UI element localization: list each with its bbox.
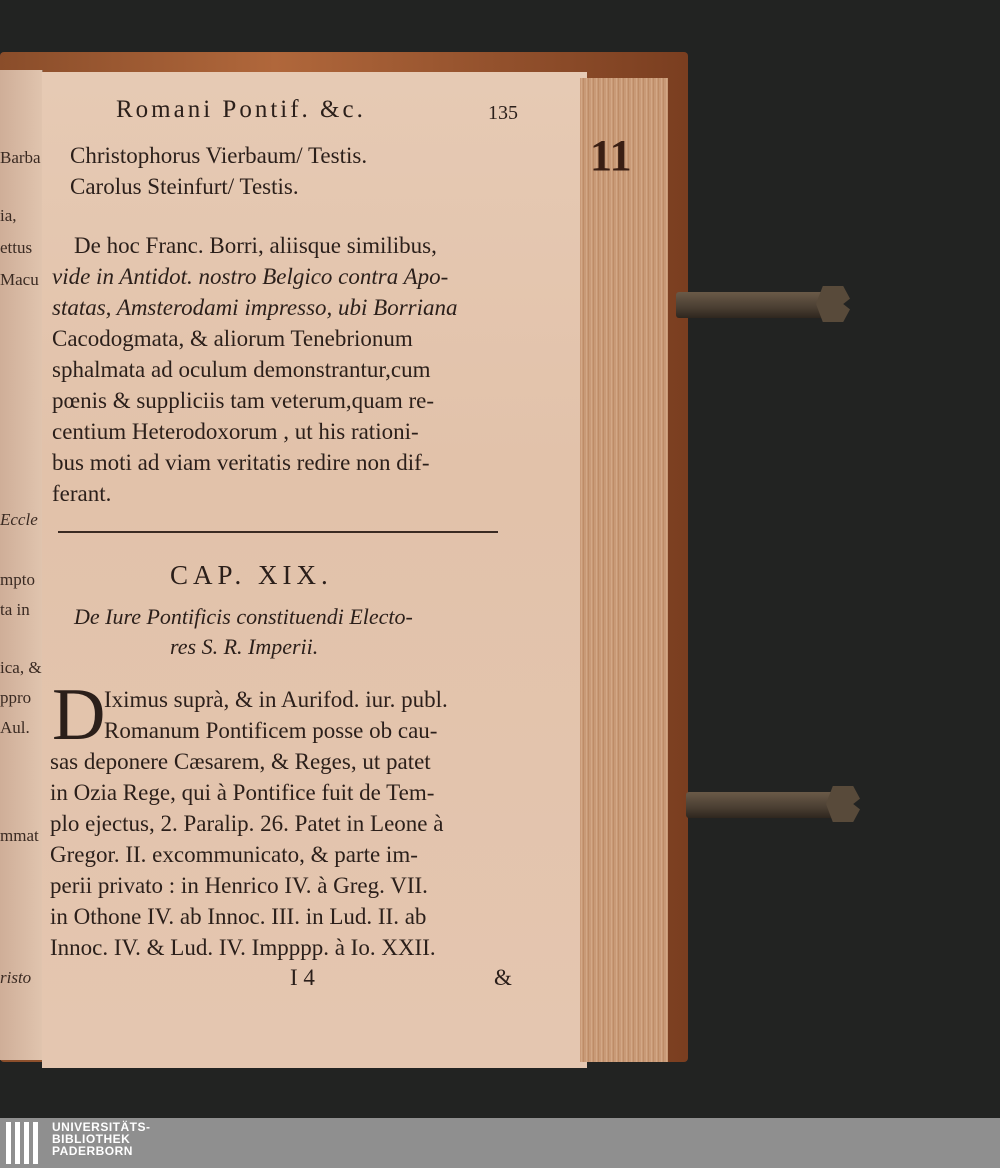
library-name [52, 1121, 151, 1157]
left-fragment: Eccle [0, 510, 38, 529]
library-name-line: BIBLIOTHEK [52, 1132, 131, 1146]
witness-line: Carolus Steinfurt/ Testis. [70, 174, 299, 199]
library-logo-icon [6, 1122, 46, 1164]
paragraph-line: Innoc. IV. & Lud. IV. Impppp. à Io. XXII. [50, 935, 436, 960]
left-fragment: ettus [0, 238, 33, 257]
paragraph-line: statas, Amsterodami impresso, ubi Borriana [52, 295, 458, 320]
paragraph-line: sphalmata ad oculum demonstrantur,cum [52, 357, 431, 382]
left-fragment: Aul. [0, 718, 30, 737]
paragraph-line: plo ejectus, 2. Paralip. 26. Patet in Leone à [50, 811, 444, 836]
edge-mark: 11 [590, 131, 632, 180]
left-fragment: ia, [0, 206, 17, 225]
paragraph-line: Gregor. II. excommunicato, & parte im- [50, 842, 418, 867]
left-fragment: Barba [0, 148, 41, 167]
library-name-line: UNIVERSITÄTS- [52, 1120, 151, 1134]
page-number: 135 [488, 102, 518, 124]
lower-clasp [686, 792, 850, 818]
paragraph-line: pœnis & suppliciis tam veterum,quam re- [52, 388, 434, 413]
signature-mark: I 4 [290, 965, 315, 990]
left-fragment: ica, & [0, 658, 42, 677]
paragraph-line: sas deponere Cæsarem, & Reges, ut patet [50, 749, 431, 774]
paragraph-line: bus moti ad viam veritatis redire non dif- [52, 450, 430, 475]
left-fragment: ppro [0, 688, 32, 707]
left-fragment: Macu [0, 270, 39, 289]
chapter-title-line: res S. R. Imperii. [170, 634, 319, 659]
left-page-edge [0, 70, 43, 1060]
paragraph-line: centium Heterodoxorum , ut his rationi- [52, 419, 419, 444]
left-fragment: ta in [0, 600, 30, 619]
witness-line: Christophorus Vierbaum/ Testis. [70, 143, 368, 168]
left-fragment: mmat [0, 826, 39, 845]
paragraph-line: Cacodogmata, & aliorum Tenebrionum [52, 326, 413, 351]
section-rule [58, 531, 498, 533]
library-name-line: PADERBORN [52, 1144, 133, 1158]
paragraph-line: ferant. [52, 481, 112, 506]
drop-cap: D [52, 674, 106, 756]
paragraph-line: Romanum Pontificem posse ob cau- [104, 718, 438, 743]
left-fragment: mpto [0, 570, 35, 589]
paragraph-line: vide in Antidot. nostro Belgico contra Apo- [52, 264, 449, 289]
catchword: & [494, 965, 512, 990]
paragraph-line: perii privato : in Henrico IV. à Greg. VII. [50, 873, 428, 898]
upper-clasp [676, 292, 840, 318]
page-edges [580, 78, 668, 1062]
chapter-title-line: De Iure Pontificis constituendi Electo- [74, 604, 413, 629]
left-fragment: risto [0, 968, 32, 987]
paragraph-line: in Ozia Rege, qui à Pontifice fuit de Tem- [50, 780, 435, 805]
chapter-number: CAP. XIX. [170, 560, 333, 590]
paragraph-line: De hoc Franc. Borri, aliisque similibus, [74, 233, 437, 258]
paragraph-line: in Othone IV. ab Innoc. III. in Lud. II. ab [50, 904, 427, 929]
running-title: Romani Pontif. &c. [116, 96, 366, 123]
library-footer [0, 1118, 1000, 1168]
paragraph-line: Iximus suprà, & in Aurifod. iur. publ. [104, 687, 448, 712]
